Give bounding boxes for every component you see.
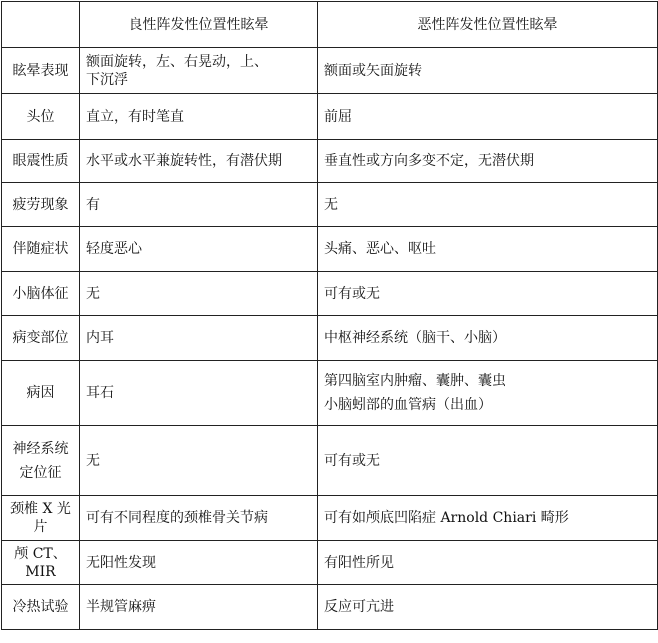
row-label-line: 定位征	[19, 464, 62, 481]
benign-cell	[80, 496, 318, 541]
malignant-cell	[318, 94, 658, 140]
table-row	[2, 496, 658, 541]
row-label-line: 神经系统	[12, 440, 69, 457]
benign-cell	[80, 272, 318, 316]
row-label: 眩晕表现	[2, 48, 80, 94]
malignant-cell	[318, 227, 658, 272]
row-label: 病因	[2, 361, 80, 426]
table-row	[2, 48, 658, 94]
cell-line: 下沉浮	[86, 71, 128, 88]
benign-cell	[80, 227, 318, 272]
cell-line: 可有不同程度的颈椎骨关节病	[86, 510, 268, 526]
table-row	[2, 316, 658, 361]
table-row	[2, 140, 658, 183]
malignant-cell	[318, 140, 658, 183]
cell-line: 半规管麻痹	[86, 599, 156, 615]
table-row	[2, 426, 658, 496]
row-label: 颅 CT、MIR	[2, 541, 80, 585]
cell-line: 小脑蚓部的血管病（出血）	[324, 397, 492, 413]
benign-cell	[80, 94, 318, 140]
table-row	[2, 94, 658, 140]
cell-line: 直立，有时笔直	[86, 108, 184, 125]
cell-line: 耳石	[86, 385, 114, 401]
cell-line: 无阳性发现	[86, 554, 156, 571]
table-row	[2, 183, 658, 227]
cell-line: 有	[86, 196, 100, 213]
cell-line: 水平或水平兼旋转性，有潜伏期	[86, 153, 282, 169]
cell-line: 有阳性所见	[324, 554, 394, 571]
benign-cell	[80, 541, 318, 585]
row-label: 头位	[2, 94, 80, 140]
cell-line: 无	[324, 196, 338, 213]
cell-line: 头痛、恶心、呕吐	[324, 241, 436, 257]
benign-cell	[80, 426, 318, 496]
row-label: 颈椎 X 光片	[2, 496, 80, 541]
table-row	[2, 541, 658, 585]
malignant-cell	[318, 183, 658, 227]
row-label: 小脑体征	[2, 272, 80, 316]
malignant-cell	[318, 496, 658, 541]
cell-line: 反应可亢进	[324, 599, 394, 615]
cell-line: 额面旋转，左、右晃动，上、	[86, 53, 268, 70]
benign-cell	[80, 48, 318, 94]
malignant-cell	[318, 541, 658, 585]
table-row	[2, 585, 658, 630]
row-label: 冷热试验	[2, 585, 80, 630]
comparison-table	[1, 1, 658, 630]
cell-line: 无	[86, 285, 100, 302]
cell-line: 垂直性或方向多变不定，无潜伏期	[324, 153, 534, 169]
cell-line: 额面或矢面旋转	[324, 62, 422, 79]
table-row	[2, 272, 658, 316]
benign-cell	[80, 316, 318, 361]
cell-line: 轻度恶心	[86, 241, 142, 257]
cell-line: 前屈	[324, 108, 352, 125]
header-malignant: 恶性阵发性位置性眩晕	[318, 2, 658, 48]
cell-line: 无	[86, 452, 100, 469]
benign-cell	[80, 183, 318, 227]
table-row	[2, 227, 658, 272]
cell-line: 内耳	[86, 330, 114, 346]
header-benign: 良性阵发性位置性眩晕	[80, 2, 318, 48]
malignant-cell	[318, 316, 658, 361]
table-row	[2, 361, 658, 426]
cell-line: 中枢神经系统（脑干、小脑）	[324, 330, 506, 346]
row-label: 伴随症状	[2, 227, 80, 272]
malignant-cell	[318, 272, 658, 316]
cell-line: 可有或无	[324, 285, 380, 302]
header-row	[2, 2, 658, 48]
row-label: 病变部位	[2, 316, 80, 361]
row-label: 疲劳现象	[2, 183, 80, 227]
malignant-cell	[318, 361, 658, 426]
cell-line: 可有或无	[324, 452, 380, 469]
benign-cell	[80, 361, 318, 426]
cell-line: 第四脑室内肿瘤、囊肿、囊虫	[324, 373, 506, 389]
row-label: 眼震性质	[2, 140, 80, 183]
cell-line: 可有如颅底凹陷症 Arnold Chiari 畸形	[324, 510, 569, 526]
malignant-cell	[318, 585, 658, 630]
malignant-cell	[318, 48, 658, 94]
benign-cell	[80, 585, 318, 630]
malignant-cell	[318, 426, 658, 496]
header-cell-empty	[2, 2, 80, 48]
benign-cell	[80, 140, 318, 183]
row-label	[2, 426, 80, 496]
